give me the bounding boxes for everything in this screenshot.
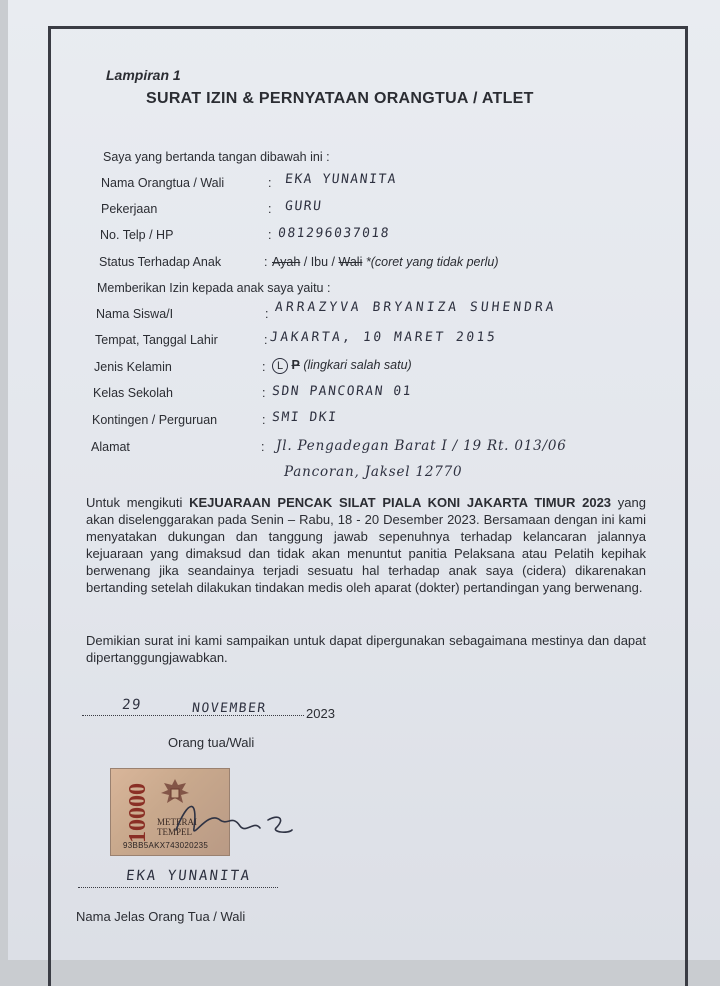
colon: : (264, 255, 268, 269)
gender-l-circled: L (272, 358, 288, 374)
date-month: NOVEMBER (191, 701, 268, 716)
status-ibu: / Ibu / (303, 255, 336, 269)
colon: : (262, 413, 266, 427)
address-label: Alamat (91, 440, 130, 454)
colon: : (268, 228, 272, 242)
stamp-serial: 93BB5AKX743020235 (123, 841, 209, 850)
date-day: 29 (121, 697, 143, 713)
phone-label: No. Telp / HP (100, 228, 174, 242)
attachment-label: Lampiran 1 (106, 67, 181, 83)
gender-note: (lingkari salah satu) (303, 358, 412, 372)
stamp-label-1: METERAI (157, 817, 197, 827)
signature-scribble (168, 790, 308, 850)
name-caption: Nama Jelas Orang Tua / Wali (76, 909, 246, 924)
status-options (272, 255, 499, 269)
address-line-1: Jl. Pengadegan Barat I / 19 Rt. 013/06 (276, 438, 567, 454)
parent-name-value: EKA YUNANITA (284, 172, 398, 187)
stamp-label-2: TEMPEL (157, 827, 192, 837)
statement-lead: Untuk mengikuti (86, 495, 183, 510)
name-dotted-line (78, 887, 278, 888)
colon: : (262, 360, 266, 374)
phone-value: 081296037018 (277, 226, 391, 241)
status-wali: Wali (338, 255, 363, 269)
team-value: SMI DKI (271, 410, 339, 425)
colon: : (268, 202, 272, 216)
birth-value: JAKARTA, 10 MARET 2015 (269, 330, 498, 345)
colon: : (264, 333, 268, 347)
class-value: SDN PANCORAN 01 (271, 384, 413, 399)
closing-paragraph: Demikian surat ini kami sampaikan untuk dapat dipergunakan sebagaimana mestinya dan dapat dipertanggungjawabkan. (86, 633, 646, 665)
colon: : (261, 440, 265, 454)
child-name-label: Nama Siswa/I (96, 307, 174, 321)
parent-name-label: Nama Orangtua / Wali (101, 176, 225, 190)
status-note: *(coret yang tidak perlu) (365, 255, 499, 269)
gender-label: Jenis Kelamin (94, 360, 172, 374)
child-name-value: ARRAZYVA BRYANIZA SUHENDRA (274, 300, 558, 315)
team-label: Kontingen / Perguruan (92, 413, 218, 427)
job-label: Pekerjaan (101, 202, 158, 216)
birth-label: Tempat, Tanggal Lahir (95, 333, 218, 347)
document-title: SURAT IZIN & PERNYATAAN ORANGTUA / ATLET (146, 90, 534, 107)
permission-intro: Memberikan Izin kepada anak saya yaitu : (97, 281, 331, 295)
signed-name: EKA YUNANITA (125, 868, 252, 884)
stamp-value: 10000 (125, 783, 151, 843)
role-label: Orang tua/Wali (168, 735, 255, 750)
colon: : (265, 307, 269, 321)
colon: : (262, 386, 266, 400)
intro-text: Saya yang bertanda tangan dibawah ini : (103, 150, 330, 164)
gender-p: P (291, 358, 300, 372)
date-year: 2023 (306, 706, 335, 721)
colon: : (268, 176, 272, 190)
class-label: Kelas Sekolah (93, 386, 173, 400)
status-label: Status Terhadap Anak (99, 255, 222, 269)
event-name: KEJUARAAN PENCAK SILAT PIALA KONI JAKARTA TIMUR 2023 (189, 495, 612, 510)
gender-options (272, 358, 412, 374)
job-value: GURU (284, 199, 324, 214)
statement-body: yang akan diselenggarakan pada Senin – Rabu, 18 - 20 Desember 2023. Bersamaan dengan ini kami menyatakan dukungan dan tanggung jawab sepenuhnya terhadap kelancaran jalannya kejuaraan yang dimaksud dan tidak akan menuntut panitia Pelaksana atau Pelatih kepihak berwenang jika seandainya terjadi sesuatu hal terhadap anak saya (cidera) dikarenakan bertanding setelah dilakukan tindakan medis oleh aparat (dokter) pertandingan yang berwenang. (86, 495, 646, 595)
status-ayah: Ayah (272, 255, 301, 269)
statement-paragraph (86, 494, 646, 596)
address-line-2: Pancoran, Jaksel 12770 (284, 464, 463, 480)
